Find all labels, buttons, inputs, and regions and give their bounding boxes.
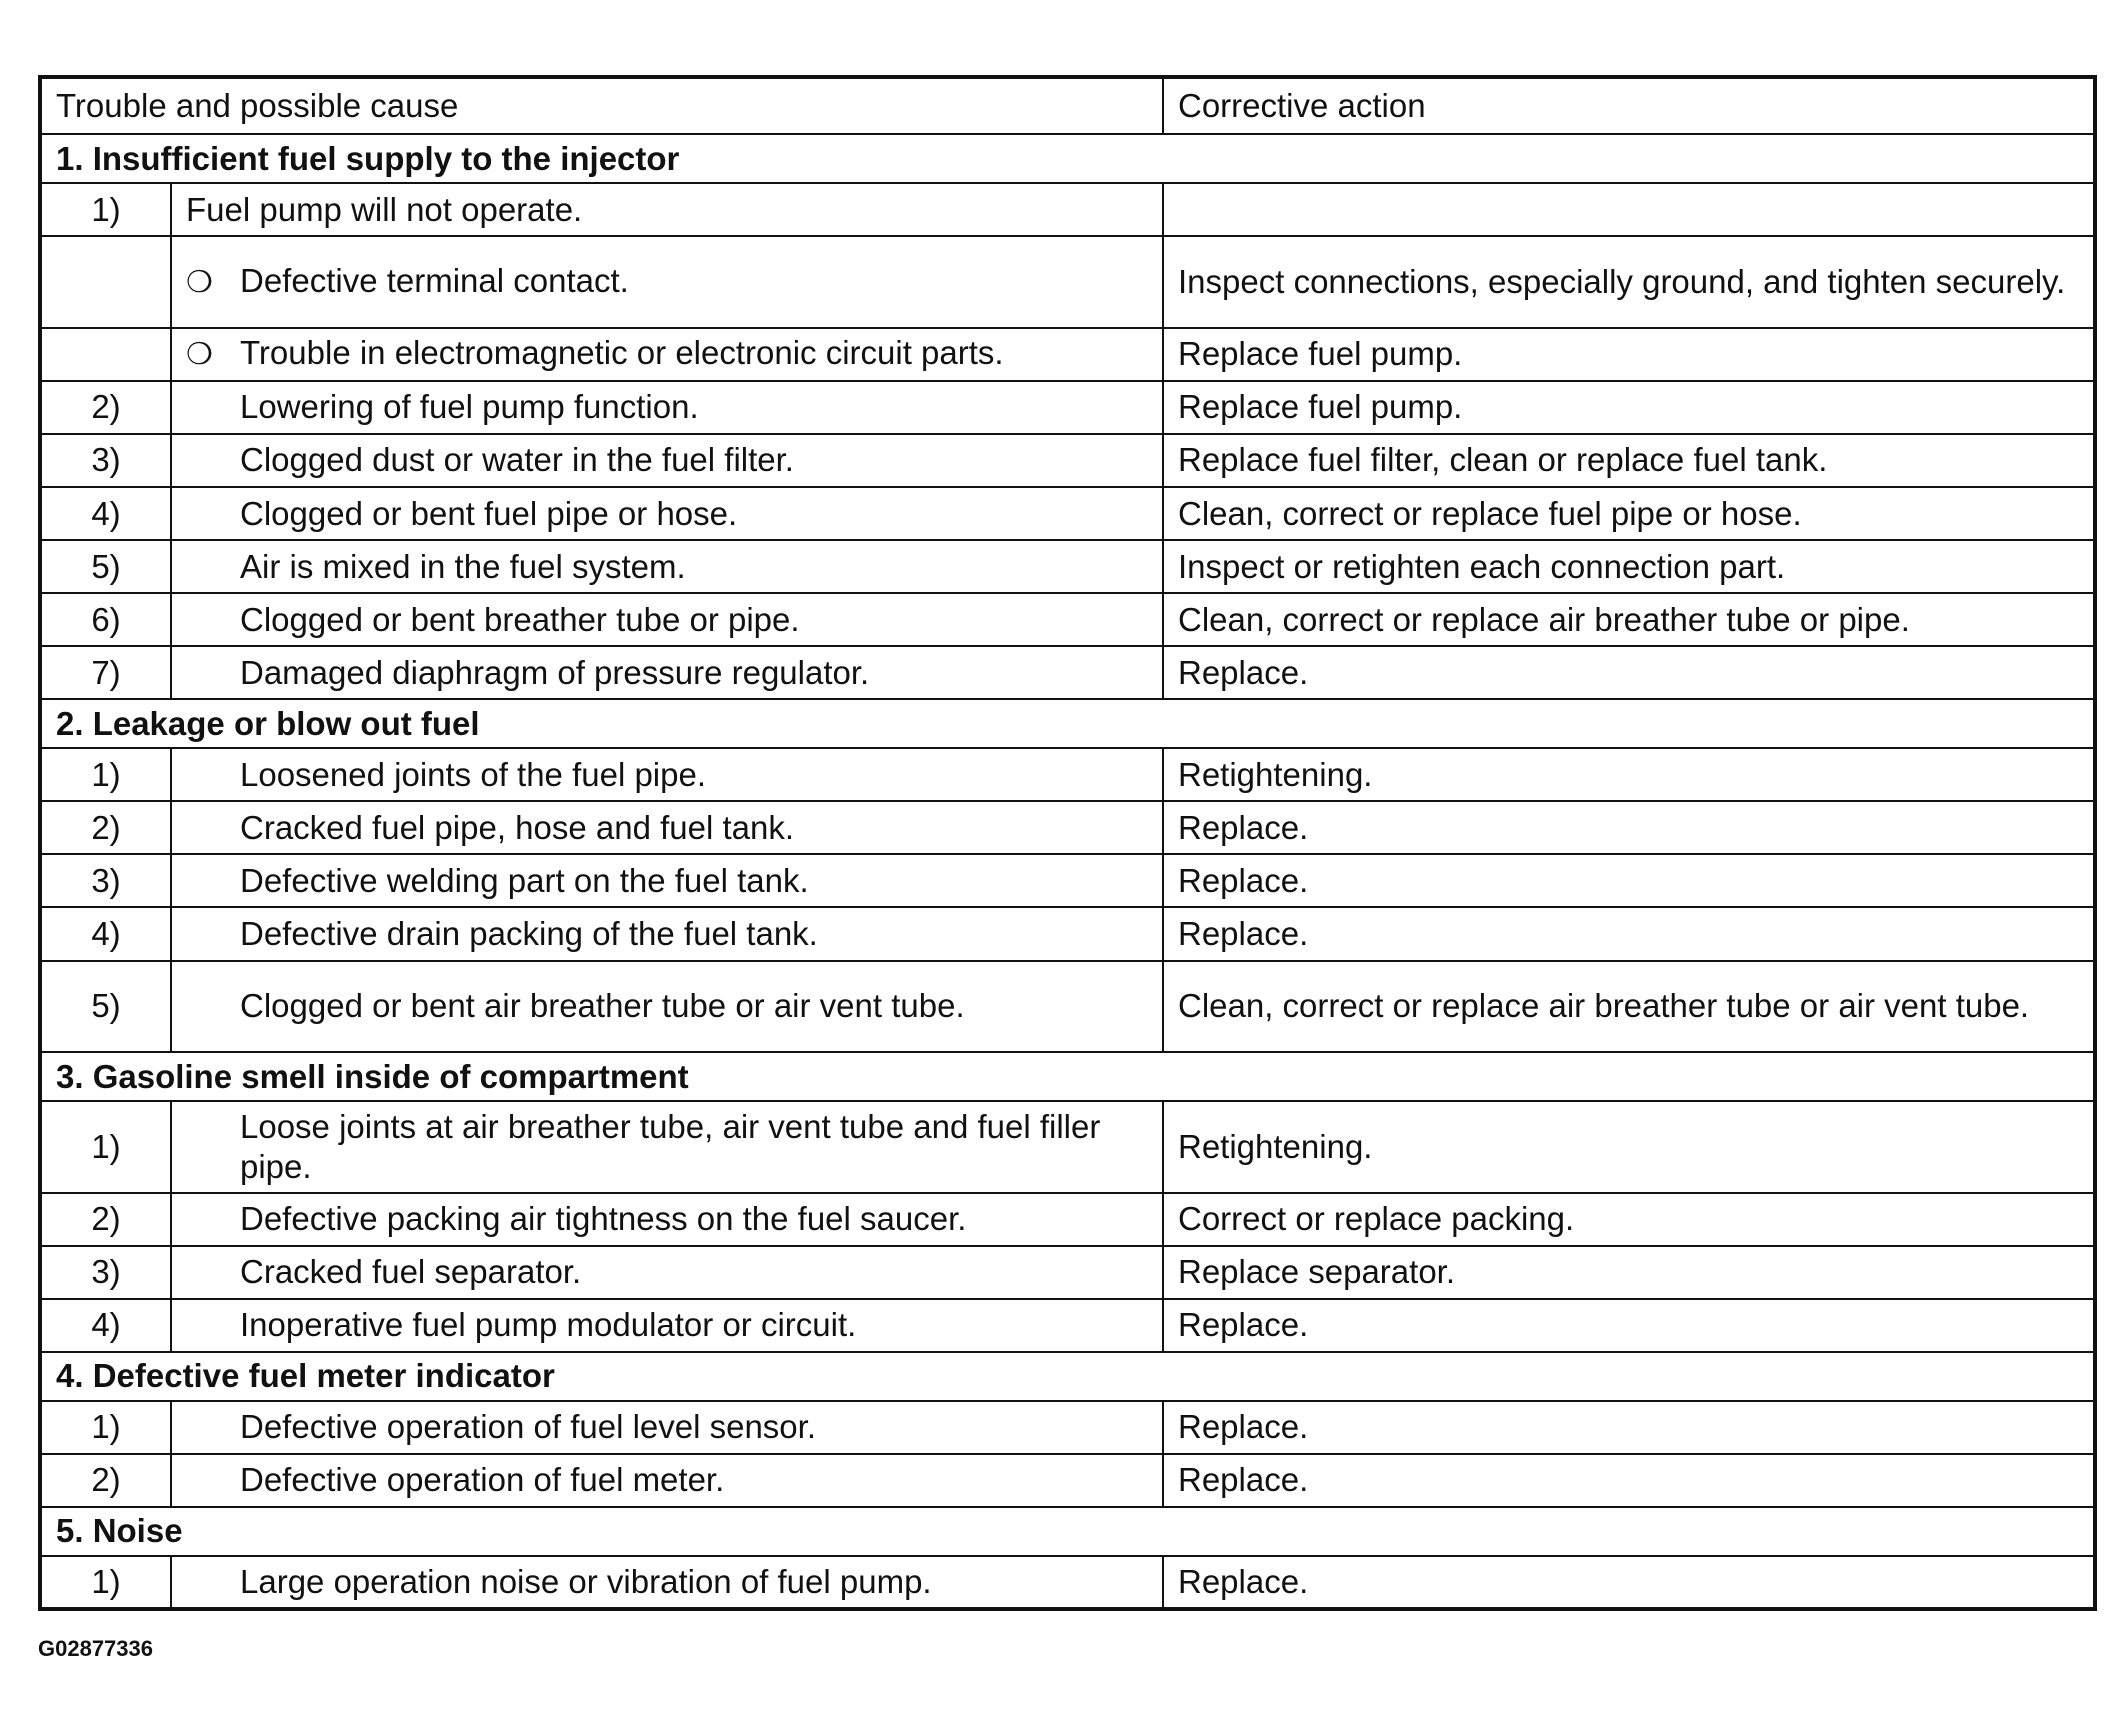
cause-cell — [171, 646, 1163, 699]
corrective-action — [1163, 1556, 2095, 1609]
table-row — [40, 1246, 2095, 1299]
cause-cell — [171, 1246, 1163, 1299]
cause-cell — [171, 1556, 1163, 1609]
item-number: 5) — [40, 961, 171, 1053]
cause-text: Damaged diaphragm of pressure regulator. — [240, 653, 870, 691]
item-number: 1) — [40, 748, 171, 801]
section-title: 2. Leakage or blow out fuel — [40, 699, 2095, 748]
cause-text: Defective operation of fuel meter. — [240, 1461, 725, 1499]
action-text: Retightening. — [1178, 1127, 1373, 1165]
cause-text: Air is mixed in the fuel system. — [240, 547, 686, 585]
table-row — [40, 1101, 2095, 1193]
table-row — [40, 183, 2095, 236]
item-number: 6) — [40, 593, 171, 646]
corrective-action — [1163, 1101, 2095, 1193]
action-text: Replace. — [1178, 1408, 1309, 1446]
circle-bullet-icon: ❍ — [186, 338, 213, 372]
item-number: 2) — [40, 1193, 171, 1246]
table-body — [40, 77, 2095, 1609]
cause-cell — [171, 801, 1163, 854]
corrective-action — [1163, 183, 2095, 236]
table-row — [40, 907, 2095, 960]
cause-text: Clogged dust or water in the fuel filter. — [240, 441, 794, 479]
cause-text: Trouble in electromagnetic or electronic circuit parts. — [240, 334, 1004, 372]
section-title: 3. Gasoline smell inside of compartment — [40, 1052, 2095, 1101]
cause-cell — [171, 183, 1163, 236]
cause-text: Defective operation of fuel level sensor. — [240, 1408, 817, 1446]
cause-text: Cracked fuel pipe, hose and fuel tank. — [240, 808, 795, 846]
cause-text: Fuel pump will not operate. — [186, 190, 583, 228]
item-number: 1) — [40, 1556, 171, 1609]
header-action: Corrective action — [1163, 77, 2095, 134]
cause-cell — [171, 1454, 1163, 1507]
cause-cell — [171, 434, 1163, 487]
section-title: 4. Defective fuel meter indicator — [40, 1352, 2095, 1401]
item-number: 2) — [40, 381, 171, 434]
action-text: Replace. — [1178, 915, 1309, 953]
action-text: Replace separator. — [1178, 1253, 1456, 1291]
figure-id: G02877336 — [38, 1636, 153, 1661]
action-text: Replace. — [1178, 1461, 1309, 1499]
action-text: Replace fuel pump. — [1178, 388, 1463, 426]
item-number: 7) — [40, 646, 171, 699]
header-trouble: Trouble and possible cause — [40, 77, 1163, 134]
cause-cell — [171, 236, 1163, 328]
cause-cell — [171, 328, 1163, 381]
item-number: 2) — [40, 1454, 171, 1507]
cause-cell — [171, 961, 1163, 1053]
table-row — [40, 854, 2095, 907]
cause-text: Loose joints at air breather tube, air vent tube and fuel filler pipe. — [240, 1107, 1101, 1185]
item-number: 1) — [40, 1401, 171, 1454]
item-number — [40, 236, 171, 328]
corrective-action — [1163, 961, 2095, 1053]
table-row — [40, 434, 2095, 487]
item-number: 5) — [40, 540, 171, 593]
cause-text: Defective drain packing of the fuel tank. — [240, 915, 818, 953]
cause-cell — [171, 487, 1163, 540]
action-text: Inspect or retighten each connection part. — [1178, 547, 1786, 585]
item-number: 4) — [40, 487, 171, 540]
cause-text: Defective terminal contact. — [240, 262, 629, 299]
item-number: 4) — [40, 907, 171, 960]
action-text: Correct or replace packing. — [1178, 1200, 1575, 1238]
item-number: 3) — [40, 434, 171, 487]
cause-cell — [171, 381, 1163, 434]
table-row — [40, 328, 2095, 381]
corrective-action — [1163, 487, 2095, 540]
cause-cell — [171, 1401, 1163, 1454]
table-row — [40, 381, 2095, 434]
header-row — [40, 77, 2095, 134]
corrective-action — [1163, 1299, 2095, 1352]
corrective-action — [1163, 907, 2095, 960]
corrective-action — [1163, 1401, 2095, 1454]
cause-text: Inoperative fuel pump modulator or circuit. — [240, 1306, 857, 1344]
table-row — [40, 540, 2095, 593]
table-row — [40, 487, 2095, 540]
item-number: 1) — [40, 1101, 171, 1193]
section-row — [40, 1352, 2095, 1401]
circle-bullet-icon: ❍ — [186, 266, 213, 299]
cause-cell — [171, 1299, 1163, 1352]
cause-cell — [171, 593, 1163, 646]
item-number: 2) — [40, 801, 171, 854]
action-text: Replace fuel pump. — [1178, 335, 1463, 373]
cause-text: Lowering of fuel pump function. — [240, 388, 699, 426]
section-row — [40, 1507, 2095, 1556]
item-number: 4) — [40, 1299, 171, 1352]
action-text: Replace. — [1178, 861, 1309, 899]
cause-text: Defective packing air tightness on the fuel saucer. — [240, 1200, 967, 1238]
action-text: Replace. — [1178, 808, 1309, 846]
section-row — [40, 134, 2095, 183]
action-text: Retightening. — [1178, 755, 1373, 793]
table-row — [40, 1401, 2095, 1454]
troubleshooting-table — [38, 75, 2097, 1611]
item-number: 3) — [40, 1246, 171, 1299]
corrective-action — [1163, 434, 2095, 487]
item-number: 3) — [40, 854, 171, 907]
table-row — [40, 748, 2095, 801]
corrective-action — [1163, 748, 2095, 801]
corrective-action — [1163, 236, 2095, 328]
cause-text: Clogged or bent fuel pipe or hose. — [240, 494, 738, 532]
cause-text: Defective welding part on the fuel tank. — [240, 861, 809, 899]
table-row — [40, 593, 2095, 646]
section-row — [40, 1052, 2095, 1101]
cause-text: Clogged or bent breather tube or pipe. — [240, 600, 800, 638]
corrective-action — [1163, 646, 2095, 699]
corrective-action — [1163, 1193, 2095, 1246]
table-row — [40, 646, 2095, 699]
section-title: 5. Noise — [40, 1507, 2095, 1556]
cause-cell — [171, 1193, 1163, 1246]
table-row — [40, 1454, 2095, 1507]
table-row — [40, 1299, 2095, 1352]
table-row — [40, 1193, 2095, 1246]
item-number: 1) — [40, 183, 171, 236]
corrective-action — [1163, 1454, 2095, 1507]
item-number — [40, 328, 171, 381]
corrective-action — [1163, 1246, 2095, 1299]
action-text: Replace fuel filter, clean or replace fuel tank. — [1178, 441, 1828, 479]
table-row — [40, 236, 2095, 328]
cause-text: Cracked fuel separator. — [240, 1253, 582, 1291]
section-row — [40, 699, 2095, 748]
action-text: Clean, correct or replace air breather tube or air vent tube. — [1178, 987, 2030, 1025]
table-row — [40, 961, 2095, 1053]
action-text: Clean, correct or replace air breather tube or pipe. — [1178, 600, 1910, 638]
cause-cell — [171, 1101, 1163, 1193]
cause-cell — [171, 854, 1163, 907]
cause-cell — [171, 748, 1163, 801]
cause-text: Clogged or bent air breather tube or air vent tube. — [240, 987, 965, 1025]
cause-cell — [171, 540, 1163, 593]
action-text: Clean, correct or replace fuel pipe or hose. — [1178, 494, 1802, 532]
action-text: Replace. — [1178, 1306, 1309, 1344]
action-text: Replace. — [1178, 653, 1309, 691]
action-text: Inspect connections, especially ground, and tighten securely. — [1178, 263, 2066, 300]
corrective-action — [1163, 328, 2095, 381]
section-title: 1. Insufficient fuel supply to the injector — [40, 134, 2095, 183]
corrective-action — [1163, 854, 2095, 907]
corrective-action — [1163, 801, 2095, 854]
cause-cell — [171, 907, 1163, 960]
corrective-action — [1163, 381, 2095, 434]
corrective-action — [1163, 540, 2095, 593]
table-row — [40, 801, 2095, 854]
table-row — [40, 1556, 2095, 1609]
corrective-action — [1163, 593, 2095, 646]
action-text: Replace. — [1178, 1562, 1309, 1600]
cause-text: Loosened joints of the fuel pipe. — [240, 755, 707, 793]
cause-text: Large operation noise or vibration of fuel pump. — [240, 1562, 932, 1600]
